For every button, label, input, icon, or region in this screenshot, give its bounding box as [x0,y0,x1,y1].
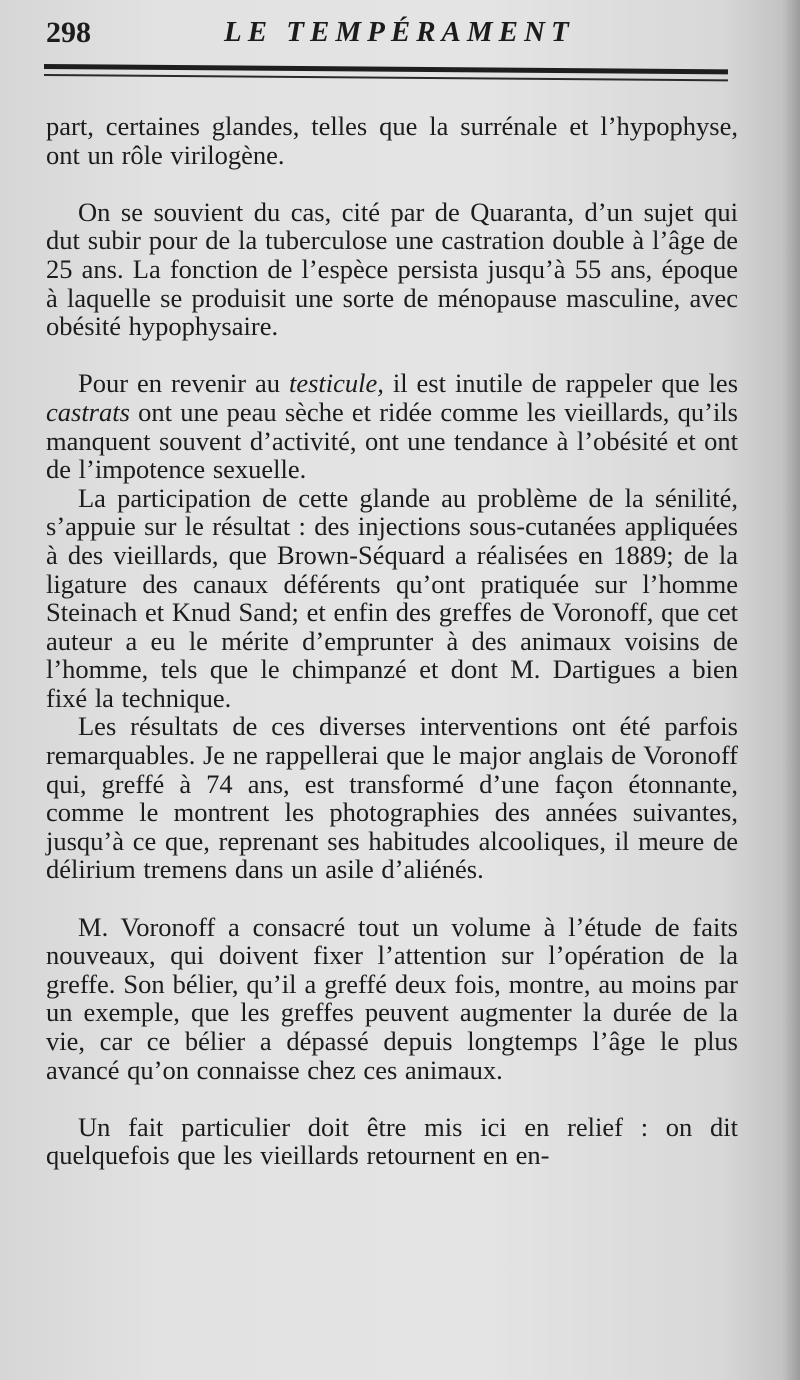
text-run: il est inutile de rappeler que les [383,368,739,399]
paragraph-resultats: Les résultats de ces diverses interventions ont été parfois remarquables. Je ne rappellerai que le major anglais de Voronoff qui, greffé à 74 ans, est transformé d’une façon étonnante, comme le montrent les photographies des années suivantes, jusqu’à ce que, reprenant ses habitudes alcooliques, il meure de délirium tremens dans un asile d’aliénés. [46,711,738,885]
page-header [46,14,746,54]
paragraph-voronoff-volume: M. Voronoff a consacré tout un volume à l’étude de faits nouveaux, qui doivent fixer l’attention sur l’opération de la greffe. Son bélier, qu’il a greffé deux fois, montre, au moins par un exemple, que les greffes peuvent augmenter la durée de la vie, car ce bélier a dépassé depuis longtemps l’âge le plus avancé qu’on connaisse chez ces animaux. [46,911,738,1085]
text-run: Pour en revenir au [78,368,289,399]
page-number: 298 [46,16,91,49]
text-run: ont une peau sèche et ridée comme les vieillards, qu’ils manquent souvent d’activité, ont une tendance à l’obésité et ont de l’impotence sexuelle. [46,396,738,485]
paragraph-fait-particulier: Un fait particulier doit être mis ici en relief : on dit quelquefois que les vieillards retournent en en- [46,1111,738,1171]
page-spine-shadow [782,0,800,1380]
italic-term-castrats: castrats [46,396,130,427]
paragraph-quaranta-case: On se souvient du cas, cité par de Quaranta, d’un sujet qui dut subir pour de la tuberculose une castration double à l’âge de 25 ans. La fonction de l’espèce persista jusqu’à 55 ans, époque à laquelle se produisit une sorte de ménopause masculine, avec obésité hypophysaire. [46,196,738,342]
paragraph-participation: La participation de cette glande au problème de la sénilité, s’appuie sur le résultat : des injections sous-cutanées appliquées à des vieillards, que Brown-Séquard a réalisées en 1889; de la ligature des canaux déférents qu’ont pratiquée sur l’homme Steinach et Knud Sand; et enfin des greffes de Voronoff, que cet auteur a eu le mérite d’emprunter à des animaux voisins de l’homme, tels que le chimpanzé et dont M. Dartigues a bien fixé la technique. [46,482,738,713]
paragraph-continuation: part, certaines glandes, telles que la surrénale et l’hypophyse, ont un rôle virilogène. [46,111,738,170]
header-rule-thick [44,64,728,74]
italic-term-testicule: testicule, [288,368,384,399]
header-rule-thin [44,74,728,81]
running-title: LE TEMPÉRAMENT [224,16,575,48]
body-text [46,112,738,1170]
paragraph-testicule [46,369,738,483]
